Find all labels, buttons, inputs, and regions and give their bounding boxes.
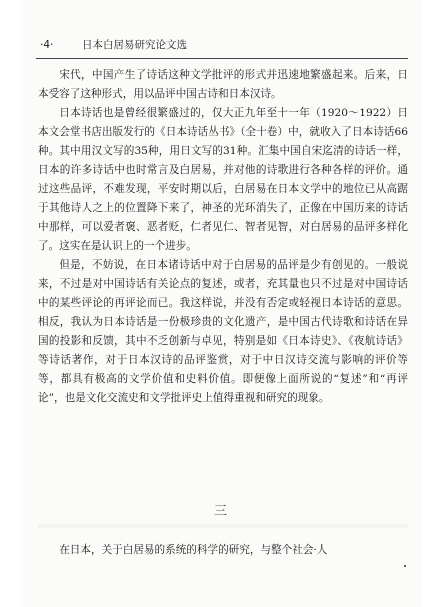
running-title: 日本白居易研究论文选 bbox=[82, 39, 187, 51]
bleed-through-shadow bbox=[38, 522, 408, 530]
body-text bbox=[38, 66, 408, 408]
ink-speck bbox=[404, 565, 406, 567]
paragraph-4: 在日本，关于白居易的系统的科学的研究，与整个社会·人 bbox=[59, 544, 328, 556]
paragraph-2: 日本诗话也是曾经很繁盛过的，仅大正九年至十一年（1920～1922）日本文会堂书店出版发行的《日本诗话丛书》（全十卷）中，就收入了日本诗话66种。其中用汉文写的35种，用日文写的31种。汇集中国自宋迄清的诗话一样，日本的许多诗话中也时常言及白居易，并对他的诗歌进行各种各样的评价。通过这些品评，不难发现，平安时期以后，白居易在日本文学中的地位已从高踞于其他诗人之上的位置降下来了，神圣的光环消失了，正像在中国历来的诗话中那样，可以爱者褒、恶者贬，仁者见仁、智者见智，对白居易的品评多样化了。这实在是认识上的一个进步。 bbox=[38, 107, 408, 252]
paragraph-3: 但是，不妨说，在日本诸诗话中对于白居易的品评是少有创见的。一般说来，不过是对中国诗话有关论点的复述，或者，充其量也只不过是对中国诗话中的某些评论的再评论而已。我这样说，并没有否定或轻视日本诗话的意思。相反，我认为日本诗话是一份极珍贵的文化遗产，是中国古代诗歌和诗话在异国的投影和反馈，其中不乏创新与卓见，特别是如《日本诗史》、《夜航诗话》等诗话著作，对于日本汉诗的品评鉴赏，对于中日汉诗交流与影响的评价等等，都具有极高的文学价值和史料价值。即便像上面所说的“复述”和“再评论”，也是文化交流史和文学批评史上值得重视和研究的现象。 bbox=[38, 259, 408, 404]
header-rule bbox=[36, 58, 408, 59]
section-heading: 三 bbox=[213, 504, 227, 519]
page-number: ·4· bbox=[40, 39, 54, 51]
paragraph-1: 宋代，中国产生了诗话这种文学批评的形式并迅速地繁盛起来。后来，日本受容了这种形式，用以品评中国古诗和日本汉诗。 bbox=[38, 69, 408, 100]
running-header bbox=[40, 37, 187, 52]
